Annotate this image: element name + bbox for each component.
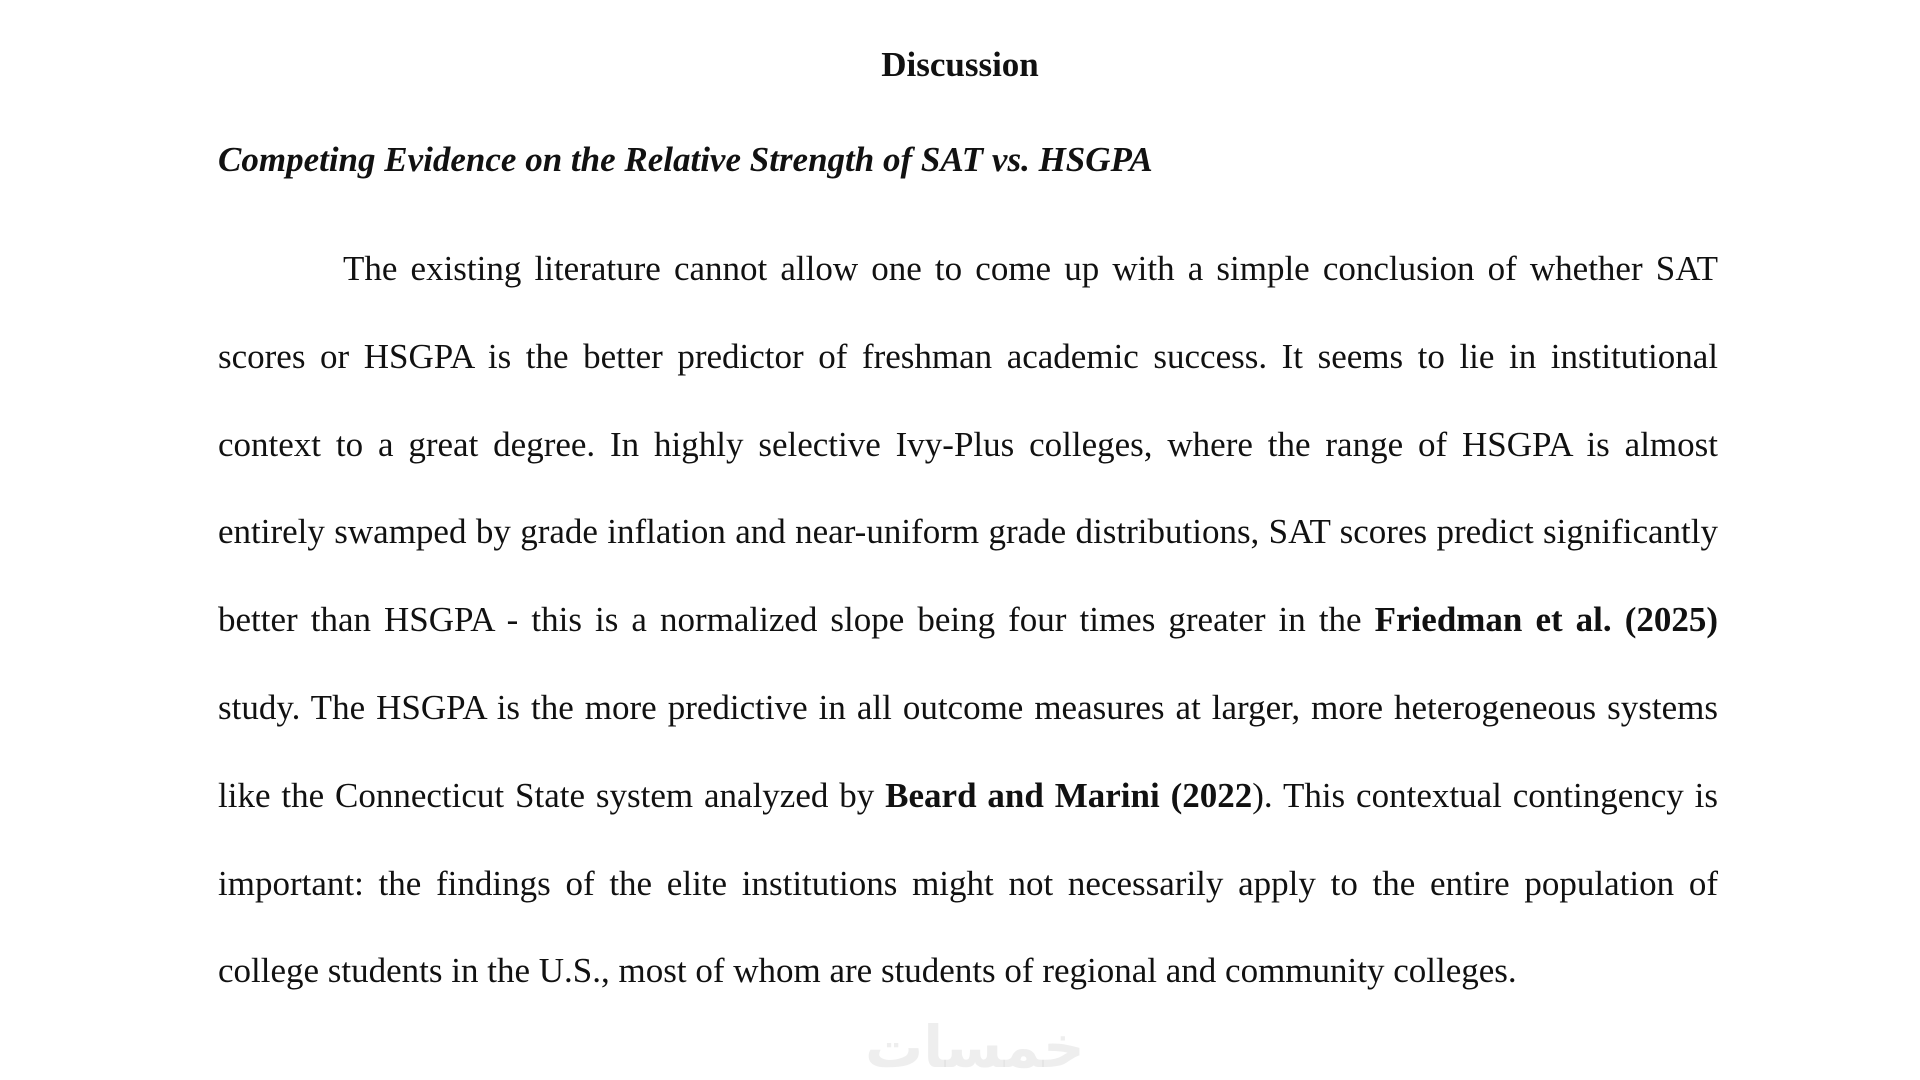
paragraph-text-part-2: study. The HSGPA is the more predictive in all outcome measures at larger, more heterogeneous systems like the Connecticut State system analyzed by [218,687,1718,815]
paragraph-text-part-1: The existing literature cannot allow one to come up with a simple conclusion of whether SAT scores or HSGPA is the better predictor of freshman academic success. It seems to lie in institutional context to a great degree. In highly selective Ivy-Plus colleges, where the range of HSGPA is almost entirely swamped by grade inflation and near-uniform grade distributions, SAT scores predict significantly better than HSGPA - this is a normalized slope being four times greater in the [218,249,1718,640]
paragraph-text-part-3: ). This contextual contingency is important: the findings of the elite institutions might not necessarily apply to the entire population of college students in the U.S., most of whom are students of regional and community colleges. [218,775,1719,991]
citation-friedman: Friedman et al. (2025) [1374,600,1719,640]
citation-beard-marini: Beard and Marini (2022 [885,775,1253,815]
watermark-logo: خمسات [865,1013,1085,1080]
subsection-heading: Competing Evidence on the Relative Strength of SAT vs. HSGPA [218,140,1153,179]
section-heading: Discussion [881,45,1039,84]
discussion-paragraph [218,225,1718,1015]
